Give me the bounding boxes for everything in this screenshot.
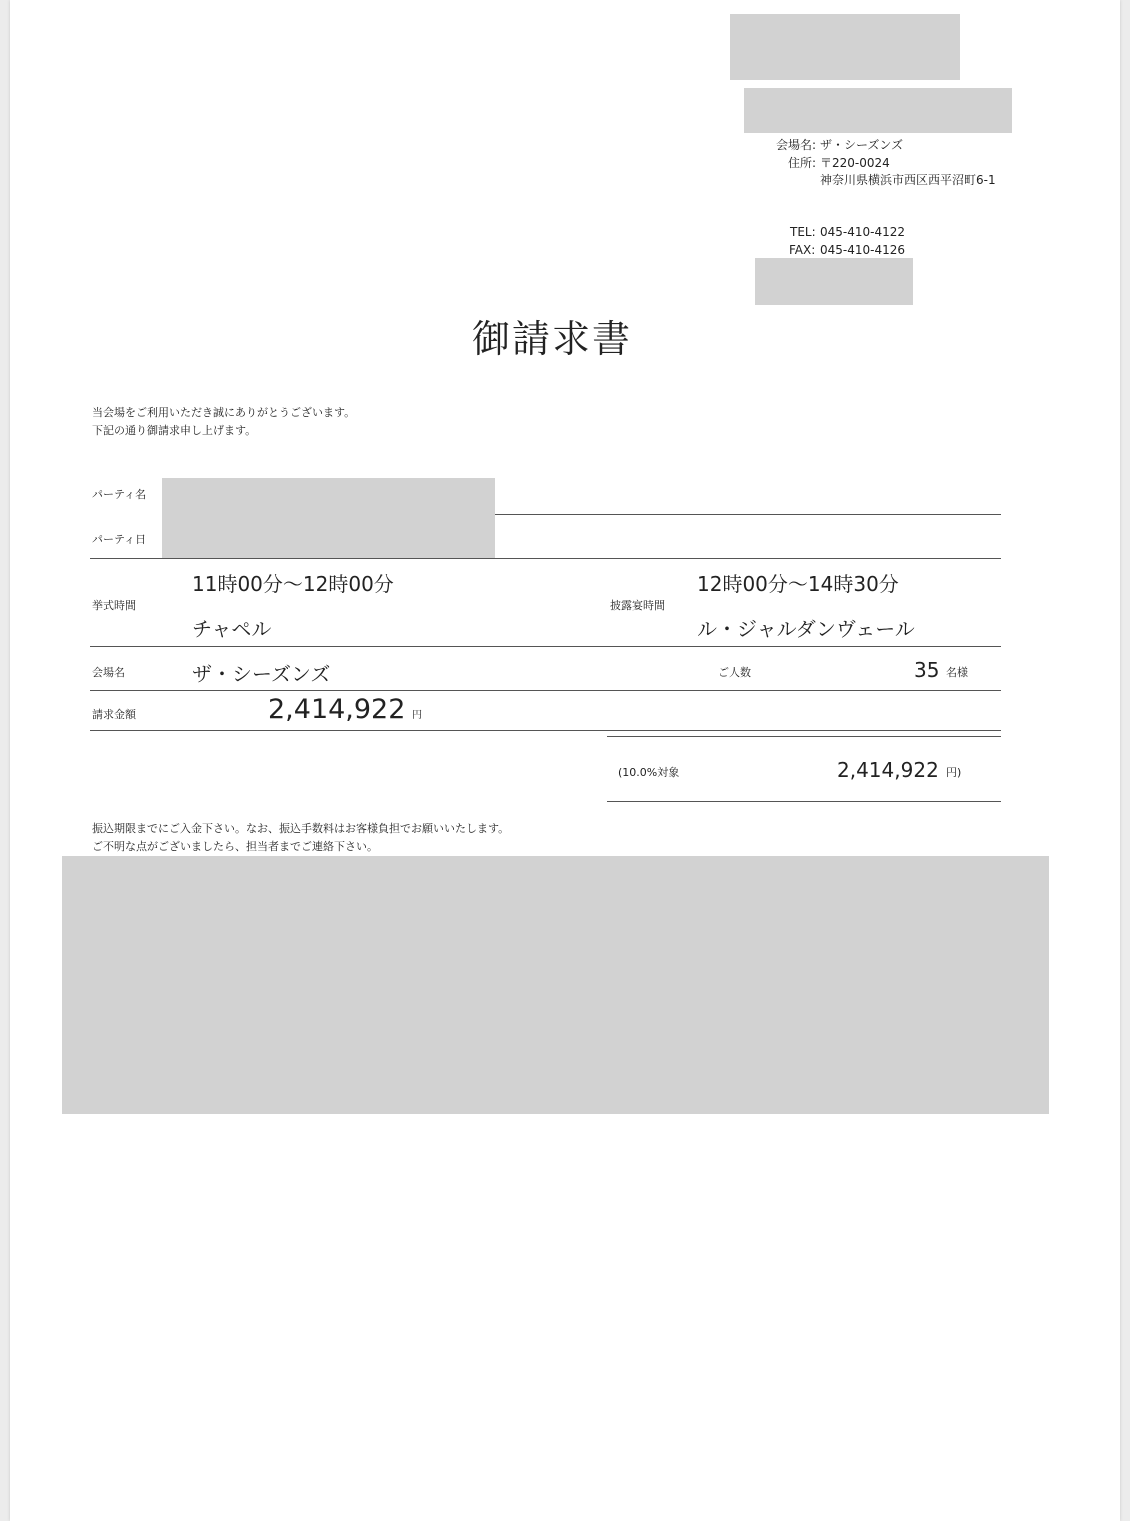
venue-label: 会場名 [92, 666, 125, 679]
intro-line-2: 下記の通り御請求申し上げます。 [92, 424, 257, 437]
amount-unit: 円 [412, 710, 422, 721]
header-tel: 045-410-4122 [820, 225, 906, 239]
header-address: 神奈川県横浜市西区西平沼町6-1 [820, 173, 996, 187]
header-address-label: 住所: [788, 156, 817, 170]
guests-unit: 名様 [946, 666, 968, 679]
invoice-amount: 2,414,922 [268, 694, 406, 725]
guests-count: 35 [914, 658, 940, 682]
guests-label: ご人数 [718, 666, 751, 679]
redacted-block-company [744, 88, 1012, 133]
ceremony-place: チャペル [192, 617, 272, 641]
ceremony-time: 11時00分〜12時00分 [192, 572, 394, 596]
header-venue-label: 会場名: [776, 138, 817, 152]
invoice-page [10, 0, 1120, 1521]
party-name-label: パーティ名 [92, 488, 147, 501]
divider [90, 730, 1001, 731]
tax-amount: 2,414,922 [837, 758, 939, 782]
redacted-stamp [755, 258, 913, 305]
divider [90, 558, 1001, 559]
amount-label: 請求金額 [92, 708, 136, 721]
redacted-bank-info [62, 856, 1049, 1114]
header-fax: 045-410-4126 [820, 243, 906, 257]
note-line-2: ご不明な点がございましたら、担当者までご連絡下さい。 [92, 840, 378, 853]
ceremony-time-label: 挙式時間 [92, 599, 136, 612]
page-title: 御請求書 [472, 317, 633, 361]
header-tel-label: TEL: [790, 225, 816, 239]
venue-name: ザ・シーズンズ [192, 662, 331, 686]
tax-label: (10.0%対象 [618, 766, 680, 779]
divider [90, 646, 1001, 647]
divider [495, 514, 1001, 515]
header-postal-code: 〒220-0024 [820, 156, 890, 170]
header-fax-label: FAX: [789, 243, 816, 257]
reception-place: ル・ジャルダンヴェール [697, 617, 915, 641]
reception-time-label: 披露宴時間 [610, 599, 665, 612]
intro-line-1: 当会場をご利用いただき誠にありがとうございます。 [92, 406, 356, 419]
reception-time: 12時00分〜14時30分 [697, 572, 899, 596]
divider [90, 690, 1001, 691]
redacted-party-info [162, 478, 495, 559]
divider [607, 801, 1001, 802]
divider [607, 736, 1001, 737]
note-line-1: 振込期限までにご入金下さい。なお、振込手数料はお客様負担でお願いいたします。 [92, 822, 510, 835]
header-venue-name: ザ・シーズンズ [820, 138, 904, 152]
party-date-label: パーティ日 [92, 533, 147, 546]
tax-unit: 円) [946, 766, 962, 779]
redacted-block-top [730, 14, 960, 80]
